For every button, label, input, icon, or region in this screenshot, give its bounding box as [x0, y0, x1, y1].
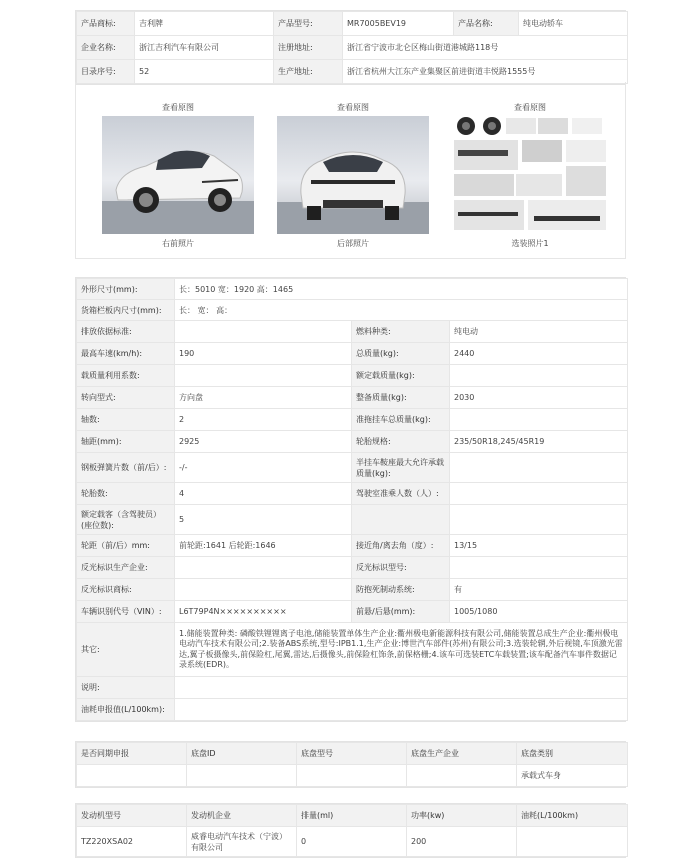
chassis-cell	[77, 765, 187, 787]
chassis-header: 底盘类别	[517, 743, 628, 765]
catalog-label: 目录序号:	[77, 60, 135, 84]
spec-value: L6T79P4N××××××××××	[175, 601, 352, 623]
spec-label: 最高车速(km/h):	[77, 343, 175, 365]
specs-panel	[75, 277, 626, 722]
other-label: 其它:	[77, 623, 175, 677]
spec-value	[175, 321, 352, 343]
prod-address-label: 生产地址:	[274, 60, 343, 84]
spec-label: 钢板弹簧片数（前/后）:	[77, 453, 175, 483]
fuel-label: 油耗申报值(L/100km):	[77, 699, 175, 721]
company-label: 企业名称:	[77, 36, 135, 60]
spec-value: 2	[175, 409, 352, 431]
company-value: 浙江吉利汽车有限公司	[135, 36, 274, 60]
engine-header: 排量(ml)	[297, 805, 407, 827]
spec-label: 燃料种类:	[352, 321, 450, 343]
other-value: 1.储能装置种类: 磷酸铁锂锂离子电池,储能装置单体生产企业:衢州极电新能源科技有限公司,储能装置总成生产企业:衢州极电电动汽车技术有限公司;2.装备ABS系统,型号:IPB1.1,生产企业:博世汽车部件(苏州)有限公司;3.选装轮辋,外后视镜,车顶激光雷达,翼子板摄像头,前保险杠,尾翼,雷达,后摄像头,前保险杠饰条,前保格栅;4.该车可选装ETC车载装置;该车配备汽车事件数据记录系统(EDR)。	[175, 623, 628, 677]
spec-value: 纯电动	[450, 321, 628, 343]
engine-cell: 0	[297, 827, 407, 857]
car-rear-image[interactable]	[277, 116, 429, 234]
spec-value: 235/50R18,245/45R19	[450, 431, 628, 453]
dims-value: 长：5010 宽：1920 高：1465	[175, 279, 628, 300]
fuel-value	[175, 699, 628, 721]
view-original-link[interactable]: 查看原图	[337, 103, 369, 112]
header-panel	[75, 10, 626, 85]
chassis-header: 是否同期申报	[77, 743, 187, 765]
chassis-cell: 承载式车身	[517, 765, 628, 787]
spec-value: 有	[450, 579, 628, 601]
spec-label: 半挂车鞍座最大允许承载质量(kg):	[352, 453, 450, 483]
model-label: 产品型号:	[274, 12, 343, 36]
photo-caption-options: 选装照片1	[511, 239, 549, 248]
note-value	[175, 677, 628, 699]
note-label: 说明:	[77, 677, 175, 699]
photo-card-rear	[277, 102, 429, 250]
spec-value	[175, 557, 352, 579]
spec-label: 接近角/离去角（度）:	[352, 535, 450, 557]
trademark-value: 吉利牌	[135, 12, 274, 36]
engine-header: 功率(kw)	[407, 805, 517, 827]
car-front-image[interactable]	[102, 116, 254, 234]
prod-address-value: 浙江省杭州大江东产业集聚区前进街道丰悦路1555号	[343, 60, 628, 84]
spec-value: 1005/1080	[450, 601, 628, 623]
spec-label: 车辆识别代号（VIN）:	[77, 601, 175, 623]
photo-section	[75, 82, 626, 259]
spec-label: 载质量利用系数:	[77, 365, 175, 387]
photo-card-options	[454, 102, 606, 250]
chassis-panel	[75, 741, 626, 788]
model-value: MR7005BEV19	[343, 12, 454, 36]
engine-cell	[517, 827, 628, 857]
catalog-value: 52	[135, 60, 274, 84]
view-original-link[interactable]: 查看原图	[514, 103, 546, 112]
spec-label: 整备质量(kg):	[352, 387, 450, 409]
spec-label: 轮胎数:	[77, 483, 175, 505]
dims-label: 外形尺寸(mm):	[77, 279, 175, 300]
spec-value: 190	[175, 343, 352, 365]
engine-header: 油耗(L/100km)	[517, 805, 628, 827]
spec-label: 转向型式:	[77, 387, 175, 409]
spec-value	[450, 453, 628, 483]
engine-cell: 威睿电动汽车技术（宁波）有限公司	[187, 827, 297, 857]
spec-value	[450, 365, 628, 387]
chassis-cell	[407, 765, 517, 787]
cargo-value: 长： 宽： 高：	[175, 300, 628, 321]
trademark-label: 产品商标:	[77, 12, 135, 36]
spec-value: 2030	[450, 387, 628, 409]
spec-label: 轴距(mm):	[77, 431, 175, 453]
cargo-label: 货箱栏板内尺寸(mm):	[77, 300, 175, 321]
spec-value	[175, 579, 352, 601]
view-original-link[interactable]: 查看原图	[162, 103, 194, 112]
photo-card-front	[102, 102, 254, 250]
spec-value: 5	[175, 505, 352, 535]
spec-label: 前悬/后悬(mm):	[352, 601, 450, 623]
engine-cell: TZ220XSA02	[77, 827, 187, 857]
spec-value: 13/15	[450, 535, 628, 557]
engine-panel	[75, 803, 626, 858]
spec-value: 2925	[175, 431, 352, 453]
engine-header: 发动机型号	[77, 805, 187, 827]
chassis-header: 底盘ID	[187, 743, 297, 765]
spec-label: 排放依据标准:	[77, 321, 175, 343]
engine-cell: 200	[407, 827, 517, 857]
spec-label: 轴数:	[77, 409, 175, 431]
product-name-label: 产品名称:	[454, 12, 519, 36]
spec-label: 额定载质量(kg):	[352, 365, 450, 387]
spec-value: 前轮距:1641 后轮距:1646	[175, 535, 352, 557]
spec-value: 4	[175, 483, 352, 505]
spec-value	[450, 557, 628, 579]
car-options-collage[interactable]	[454, 116, 606, 234]
spec-label: 轮距（前/后）mm:	[77, 535, 175, 557]
photo-caption-rear: 后部照片	[337, 239, 369, 248]
chassis-cell	[187, 765, 297, 787]
spec-label: 驾驶室准乘人数（人）:	[352, 483, 450, 505]
chassis-cell	[297, 765, 407, 787]
spec-value: 2440	[450, 343, 628, 365]
spec-label: 反光标识生产企业:	[77, 557, 175, 579]
spec-label	[352, 505, 450, 535]
spec-label: 轮胎规格:	[352, 431, 450, 453]
spec-label: 反光标识商标:	[77, 579, 175, 601]
chassis-header: 底盘生产企业	[407, 743, 517, 765]
spec-label: 额定载客（含驾驶员）(座位数):	[77, 505, 175, 535]
engine-header: 发动机企业	[187, 805, 297, 827]
reg-address-label: 注册地址:	[274, 36, 343, 60]
reg-address-value: 浙江省宁波市北仑区梅山街道港城路118号	[343, 36, 628, 60]
spec-value	[450, 505, 628, 535]
spec-value	[450, 409, 628, 431]
spec-label: 反光标识型号:	[352, 557, 450, 579]
spec-value	[175, 365, 352, 387]
spec-label: 总质量(kg):	[352, 343, 450, 365]
spec-value: -/-	[175, 453, 352, 483]
spec-value: 方向盘	[175, 387, 352, 409]
spec-label: 防抱死制动系统:	[352, 579, 450, 601]
chassis-header: 底盘型号	[297, 743, 407, 765]
spec-value	[450, 483, 628, 505]
spec-label: 准拖挂车总质量(kg):	[352, 409, 450, 431]
photo-caption-front: 右前照片	[162, 239, 194, 248]
product-name-value: 纯电动轿车	[519, 12, 628, 36]
